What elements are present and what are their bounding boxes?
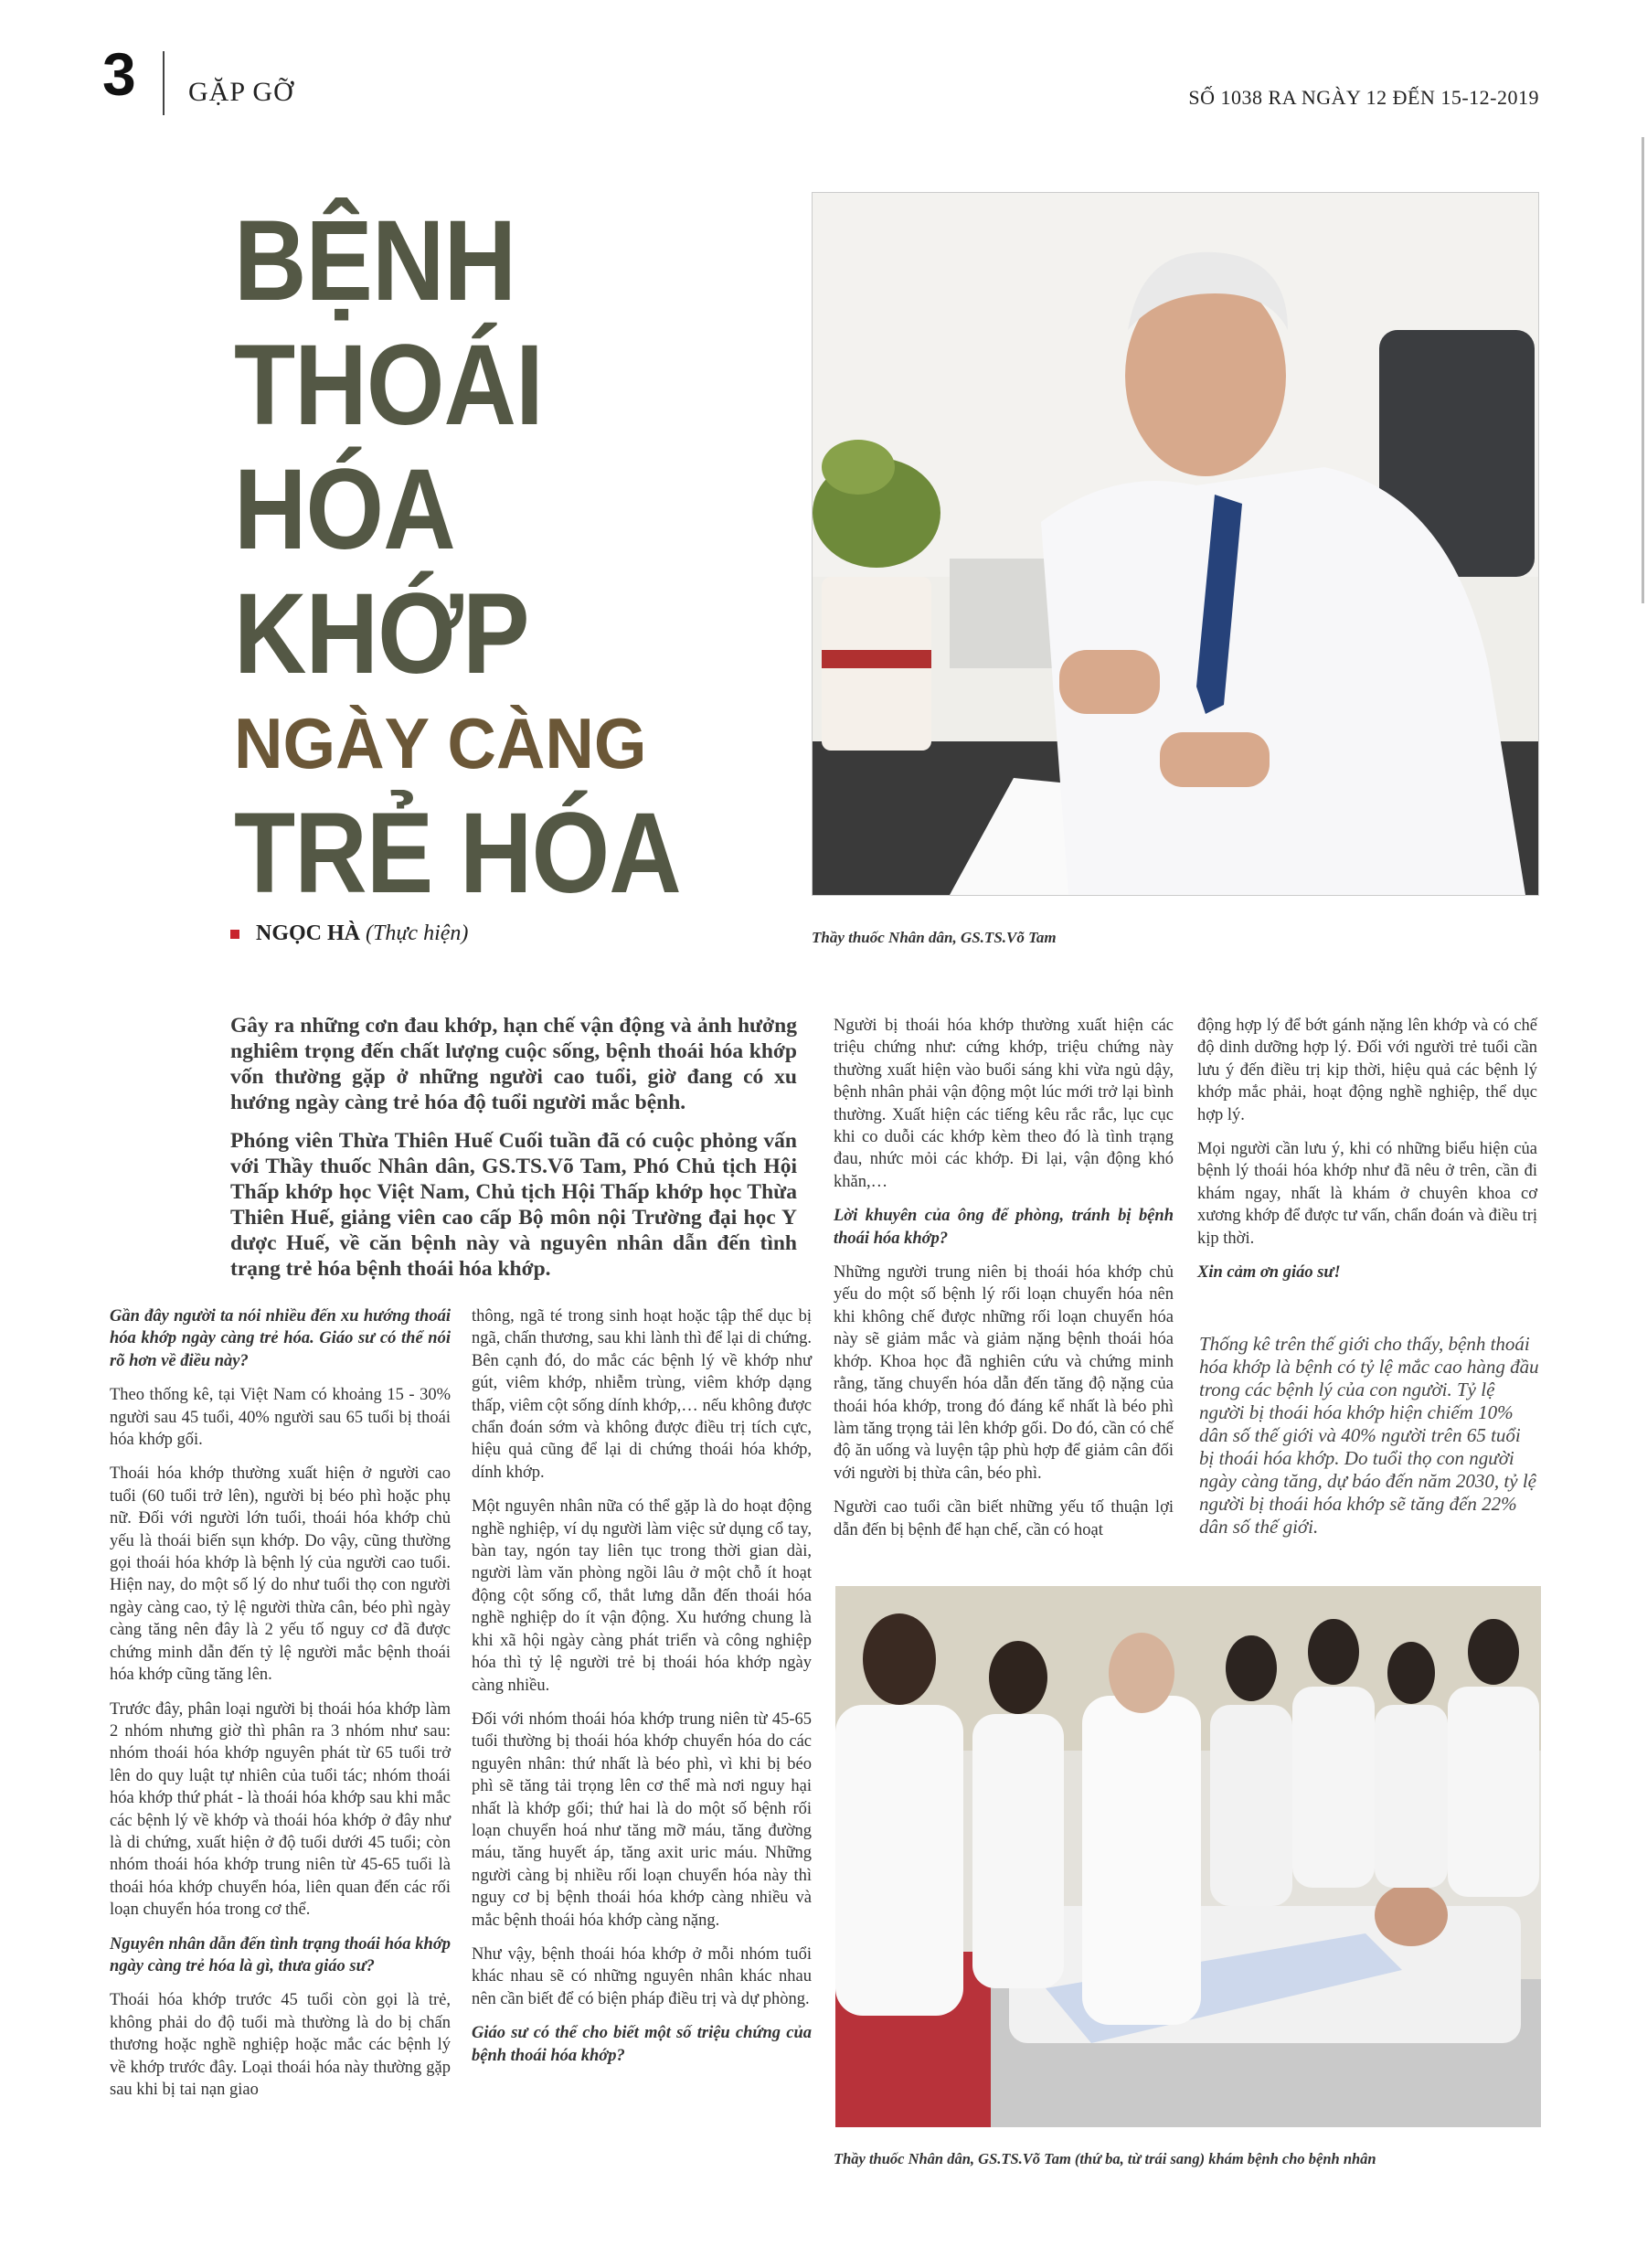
closing-thanks: Xin cảm ơn giáo sư!	[1197, 1263, 1341, 1283]
edge-rule	[1642, 137, 1644, 603]
interview-question: Lời khuyên của ông để phòng, tránh bị bệnh thoái hóa khớp?	[834, 1207, 1174, 1248]
paragraph: động hợp lý để bớt gánh nặng lên khớp và có chế độ dinh dưỡng hợp lý. Đối với người trẻ tuổi cần lưu ý đến điều trị kịp thời, hiệu quả các bệnh lý khớp mắc phải, hoạt động nghề nghiệp, thể dục hợp lý.	[1197, 1017, 1537, 1124]
headline-line-3: HÓA	[234, 446, 455, 573]
lead-paragraph: Phóng viên Thừa Thiên Huế Cuối tuần đã có cuộc phỏng vấn với Thầy thuốc Nhân dân, GS.TS.Võ Tam, Phó Chủ tịch Hội Thấp khớp học Việt Nam, Chủ tịch Hội Thấp khớp học Thừa Thiên Huế, giảng viên cao cấp Bộ môn nội Trường đại học Y dược Huế, về căn bệnh này và nguyên nhân dẫn đến tình trạng trẻ hóa bệnh thoái hóa khớp.	[230, 1129, 797, 1281]
byline	[230, 921, 468, 946]
article-column-4	[1197, 1015, 1537, 1295]
paragraph: Theo thống kê, tại Việt Nam có khoảng 15 - 30% người sau 45 tuổi, 40% người sau 65 tuổi bị thoái hóa khớp gối.	[110, 1386, 451, 1450]
paragraph: Những người trung niên bị thoái hóa khớp chủ yếu do một số bệnh lý rối loạn chuyển hóa nên khi không chế được những rối loạn chuyển hóa này sẽ giảm mắc và giảm nặng bệnh thoái hóa khớp. Khoa học đã nghiên cứu và chứng minh rằng, tăng chuyển hóa dẫn đến tăng độ nặng của thoái hóa khớp, trong đó đáng kể nhất là béo phì làm tăng trọng tải lên khớp gối. Do đó, cần có chế độ ăn uống và luyện tập phù hợp để giảm cân đối với người bị thừa cân, béo phì.	[834, 1263, 1174, 1483]
byline-author: NGỌC HÀ	[256, 921, 360, 945]
paragraph: thông, ngã té trong sinh hoạt hoặc tập thể dục bị ngã, chấn thương, sau khi lành thì để lại di chứng. Bên cạnh đó, do mắc các bệnh lý về khớp như gút, viêm khớp, nhiễm trùng, viêm khớp dạng thấp, viêm cột sống dính khớp,… nếu không được chẩn đoán sớm và không được điều trị tích cực, hiệu quả cũng để lại di chứng thoái hóa khớp, dính khớp.	[472, 1307, 812, 1482]
statistics-highlight: Thống kê trên thế giới cho thấy, bệnh thoái hóa khớp là bệnh có tỷ lệ mắc cao hàng đầu trong các bệnh lý của con người. Tỷ lệ người bị thoái hóa khớp hiện chiếm 10% dân số thế giới và 40% người trên 65 tuổi bị thoái hóa khớp. Do tuổi thọ con người ngày càng tăng, dự báo đến năm 2030, tỷ lệ người bị thoái hóa khớp sẽ tăng đến 22% dân số thế giới.	[1199, 1333, 1539, 1538]
article-column-2	[472, 1305, 812, 2079]
headline-line-6: TRẺ HÓA	[234, 790, 681, 917]
clinic-caption: Thầy thuốc Nhân dân, GS.TS.Võ Tam (thứ ba, từ trái sang) khám bệnh cho bệnh nhân	[834, 2150, 1376, 2167]
page-number: 3	[102, 40, 136, 108]
interview-question: Giáo sư có thể cho biết một số triệu chứng của bệnh thoái hóa khớp?	[472, 2024, 812, 2065]
headline-line-1: BỆNH	[234, 197, 516, 325]
bullet-square-icon	[230, 930, 239, 939]
byline-role: (Thực hiện)	[366, 921, 469, 945]
interview-question: Gần đây người ta nói nhiều đến xu hướng thoái hóa khớp ngày càng trẻ hóa. Giáo sư có thể nói rõ hơn về điều này?	[110, 1307, 451, 1370]
clinic-illustration	[835, 1586, 1541, 2127]
paragraph: Như vậy, bệnh thoái hóa khớp ở mỗi nhóm tuổi khác nhau sẽ có những nguyên nhân khác nhau nên cần biết để có biện pháp điều trị và dự phòng.	[472, 1944, 812, 2008]
paragraph: Trước đây, phân loại người bị thoái hóa khớp làm 2 nhóm nhưng giờ thì phân ra 3 nhóm như sau: nhóm thoái hóa khớp nguyên phát từ 65 tuổi trở lên do quy luật tự nhiên của tuổi tác; nhóm thoái hóa khớp thứ phát - là thoái hóa khớp sau khi mắc các bệnh lý về khớp và thoái hóa khớp ở đây như là di chứng, xuất hiện ở độ tuổi dưới 45 tuổi; còn nhóm thoái hóa khớp trung niên từ 45-65 tuổi là thoái hóa khớp chuyển hóa, liên quan đến các rối loạn chuyển hóa trong cơ thể.	[110, 1699, 451, 1920]
lead-paragraphs	[230, 1013, 797, 1294]
section-name: GẶP GỠ	[188, 77, 294, 107]
headline-line-5: NGÀY CÀNG	[234, 703, 647, 783]
paragraph: Thoái hóa khớp trước 45 tuổi còn gọi là trẻ, không phải do độ tuổi mà thường là do bị chấn thương hoặc nghề nghiệp hoặc mắc các bệnh lý về khớp trước đây. Loại thoái hóa này thường gặp sau khi bị tai nạn giao	[110, 1991, 451, 2099]
issue-date: SỐ 1038 RA NGÀY 12 ĐẾN 15-12-2019	[1188, 86, 1539, 109]
headline	[234, 199, 742, 916]
article-column-3	[834, 1015, 1174, 1553]
paragraph: Người cao tuổi cần biết những yếu tố thuận lợi dẫn đến bị bệnh để hạn chế, cần có hoạt	[834, 1498, 1174, 1539]
article-column-1	[110, 1305, 451, 2113]
paragraph: Một nguyên nhân nữa có thể gặp là do hoạt động nghề nghiệp, ví dụ người làm việc sử dụng cổ tay, bàn tay, ngón tay liên tục trong thời gian dài, người làm văn phòng ngồi lâu ở một chỗ ít hoạt động cột sống cổ, thắt lưng dẫn đến thoái hóa nghề nghiệp do ít vận động. Xu hướng chung là khi xã hội ngày càng phát triển và công nghiệp hóa thì tỷ lệ người trẻ bị thoái hóa khớp ngày càng nhiều.	[472, 1497, 812, 1695]
portrait-caption: Thầy thuốc Nhân dân, GS.TS.Võ Tam	[812, 929, 1057, 946]
paragraph: Người bị thoái hóa khớp thường xuất hiện các triệu chứng như: cứng khớp, triệu chứng này thường xuất hiện vào buổi sáng khi vừa ngủ dậy, bệnh nhân phải vận động một lúc mới trở lại bình thường. Xuất hiện các tiếng kêu rắc rắc, lục cục khi co duỗi các khớp kèm theo đó là tình trạng đau, nhức mỏi các khớp. Đi lại, vận động khó khăn,…	[834, 1017, 1174, 1191]
paragraph: Mọi người cần lưu ý, khi có những biểu hiện của bệnh lý thoái hóa khớp như đã nêu ở trên, cần đi khám ngay, nhất là khám ở chuyên khoa cơ xương khớp để được tư vấn, chẩn đoán và điều trị kịp thời.	[1197, 1140, 1537, 1248]
lead-paragraph: Gây ra những cơn đau khớp, hạn chế vận động và ảnh hưởng nghiêm trọng đến chất lượng cuộc sống, bệnh thoái hóa khớp vốn thường gặp ở những người cao tuổi, giờ đang có xu hướng ngày càng trẻ hóa độ tuổi người mắc bệnh.	[230, 1014, 797, 1114]
paragraph: Đối với nhóm thoái hóa khớp trung niên từ 45-65 tuổi thường bị thoái hóa khớp chuyển hóa do các nguyên nhân: thứ nhất là béo phì, vì khi bị béo phì sẽ tăng tải trọng lên cơ thể mà nơi nguy hại nhất là khớp gối; thứ hai là do một số bệnh rối loạn chuyển hoá như tăng mỡ máu, tăng đường máu, tăng huyết áp, tăng axit uric máu. Những người càng bị nhiều rối loạn chuyển hóa này thì nguy cơ bị bệnh thoái hóa khớp càng nhiều và mắc bệnh thoái hóa khớp càng nặng.	[472, 1709, 812, 1930]
headline-line-2: THOÁI	[234, 322, 543, 449]
portrait-photo	[812, 192, 1539, 896]
interview-question: Nguyên nhân dẫn đến tình trạng thoái hóa khớp ngày càng trẻ hóa là gì, thưa giáo sư?	[110, 1934, 451, 1975]
clinic-photo	[835, 1586, 1541, 2127]
paragraph: Thoái hóa khớp thường xuất hiện ở người cao tuổi (60 tuổi trở lên), người bị béo phì hoặc phụ nữ. Đối với người lớn tuổi, thoái hóa khớp chủ yếu là thoái biến sụn khớp. Do vậy, cũng thường gọi thoái hóa khớp là bệnh lý của người cao tuổi. Hiện nay, do một số lý do như tuổi thọ con người ngày càng cao, tỷ lệ người thừa cân, béo phì ngày càng tăng nên đây là 2 yếu tố nguy cơ đã được chứng minh dẫn đến tỷ lệ người mắc bệnh thoái hóa khớp cũng tăng lên.	[110, 1464, 451, 1685]
header-divider	[163, 51, 165, 115]
portrait-illustration	[813, 193, 1538, 895]
headline-line-4: KHỚP	[234, 570, 529, 697]
